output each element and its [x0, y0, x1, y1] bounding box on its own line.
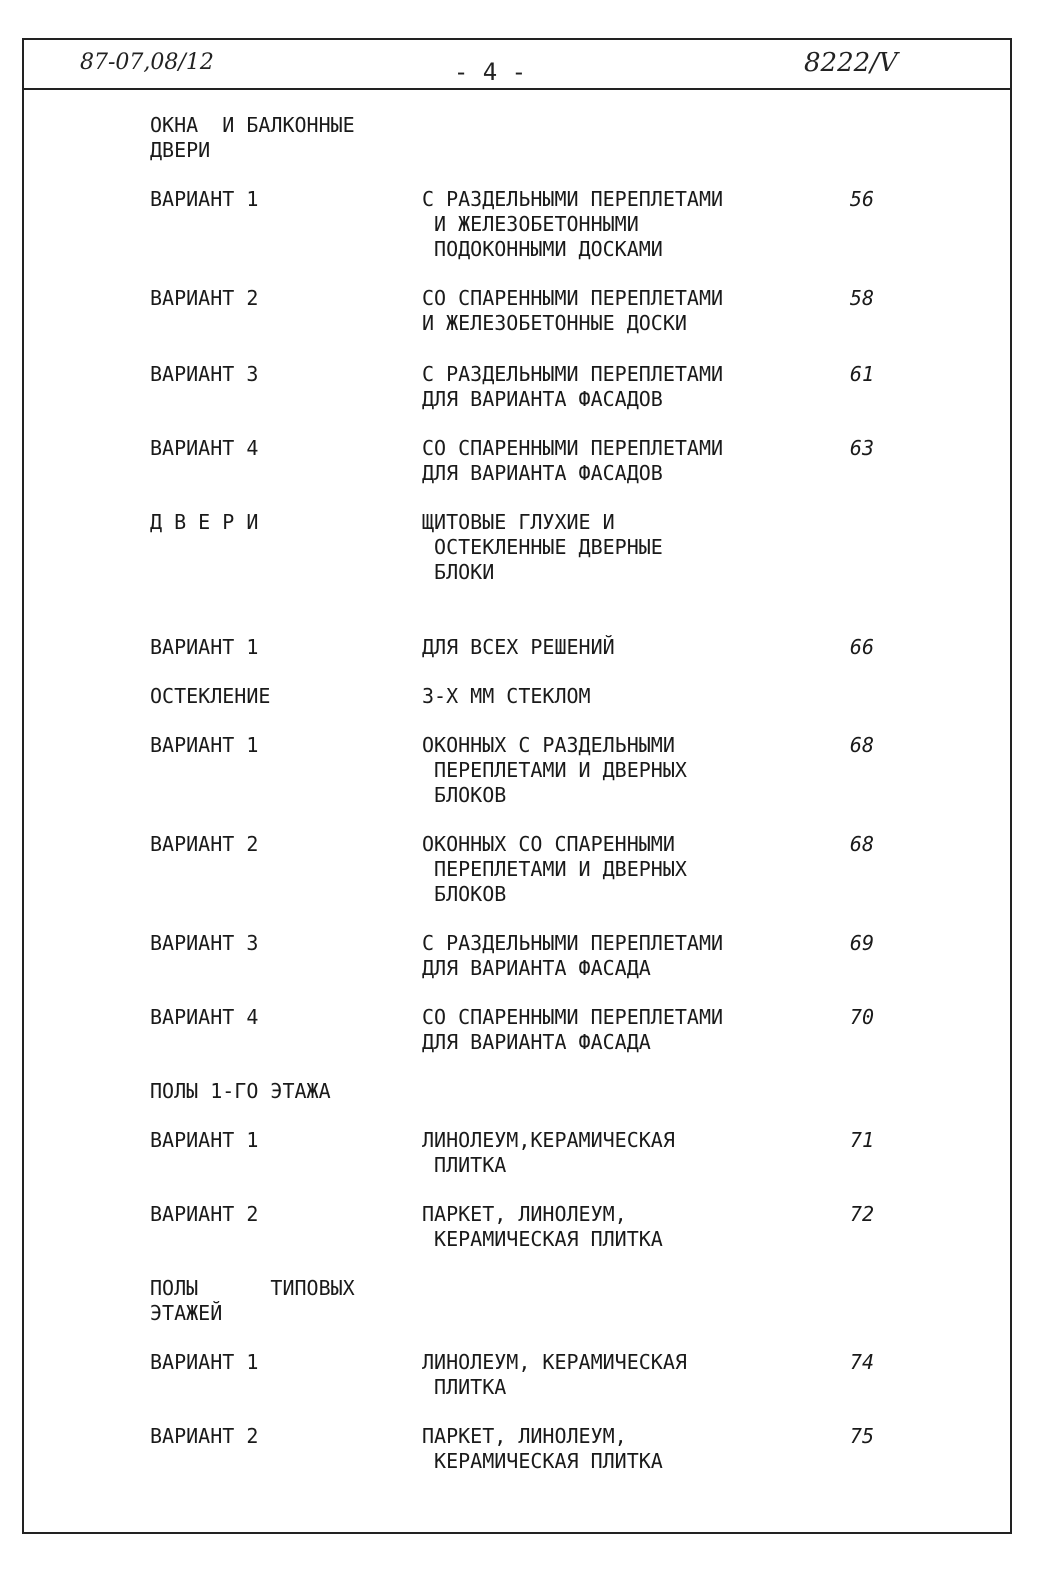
section-heading-line: ОКНА И БАЛКОННЫЕ — [150, 113, 355, 137]
toc-entry — [150, 1424, 890, 1474]
entry-description-line: ЛИНОЛЕУМ,КЕРАМИЧЕСКАЯ — [422, 1128, 675, 1152]
entry-description — [422, 832, 814, 907]
entry-label: Д В Е Р И — [150, 510, 259, 534]
entry-page-number: 69 — [849, 931, 874, 955]
toc-entry — [150, 1005, 890, 1055]
entry-description — [422, 635, 814, 660]
section-heading-line: ПОЛЫ ТИПОВЫХ — [150, 1276, 355, 1300]
entry-page-number: 71 — [849, 1128, 874, 1152]
toc-entry — [150, 635, 890, 660]
toc-entry — [150, 187, 890, 262]
entry-description — [422, 510, 814, 585]
document-code-left: 87-07,08/12 — [80, 50, 214, 75]
section-heading-line: ДВЕРИ — [150, 138, 211, 162]
entry-description-line: ДЛЯ ВАРИАНТА ФАСАДОВ — [422, 461, 663, 485]
entry-page-number: 75 — [849, 1424, 874, 1448]
entry-label: ВАРИАНТ 2 — [150, 832, 259, 856]
toc-entry — [150, 684, 890, 709]
section-heading — [150, 113, 890, 163]
entry-description-line: ПЛИТКА — [422, 1153, 507, 1177]
section-heading — [150, 1079, 890, 1104]
entry-description-line: С РАЗДЕЛЬНЫМИ ПЕРЕПЛЕТАМИ — [422, 931, 724, 955]
toc-entry — [150, 436, 890, 486]
entry-label: ВАРИАНТ 3 — [150, 362, 259, 386]
entry-description-line: БЛОКОВ — [422, 882, 507, 906]
entry-page-number: 58 — [849, 286, 874, 310]
entry-description-line: И ЖЕЛЕЗОБЕТОННЫЕ ДОСКИ — [422, 311, 687, 335]
entry-description — [422, 733, 814, 808]
toc-entry — [150, 286, 890, 336]
entry-description-line: С РАЗДЕЛЬНЫМИ ПЕРЕПЛЕТАМИ — [422, 362, 724, 386]
entry-label: ВАРИАНТ 4 — [150, 436, 259, 460]
section-heading — [150, 1276, 890, 1326]
entry-description — [422, 931, 814, 981]
entry-description-line: ПОДОКОННЫМИ ДОСКАМИ — [422, 237, 663, 261]
entry-page-number — [814, 684, 874, 709]
entry-description — [422, 362, 814, 412]
entry-description-line: ПЕРЕПЛЕТАМИ И ДВЕРНЫХ — [422, 758, 687, 782]
toc-entry — [150, 733, 890, 808]
entry-description — [422, 187, 814, 262]
entry-description-line: СО СПАРЕННЫМИ ПЕРЕПЛЕТАМИ — [422, 1005, 724, 1029]
entry-description-line: ДЛЯ ВАРИАНТА ФАСАДА — [422, 1030, 651, 1054]
entry-page-number: 74 — [849, 1350, 874, 1374]
entry-description-line: ДЛЯ ВСЕХ РЕШЕНИЙ — [422, 635, 615, 659]
entry-label: ВАРИАНТ 1 — [150, 1128, 259, 1152]
entry-label: ВАРИАНТ 4 — [150, 1005, 259, 1029]
header-divider — [22, 88, 1012, 90]
table-of-contents — [150, 113, 890, 1474]
entry-description — [422, 1350, 814, 1400]
toc-entry — [150, 510, 890, 585]
entry-description — [422, 1424, 814, 1474]
toc-entry — [150, 1128, 890, 1178]
toc-entry — [150, 1350, 890, 1400]
entry-label: ВАРИАНТ 2 — [150, 1424, 259, 1448]
toc-entry — [150, 931, 890, 981]
entry-label: ВАРИАНТ 2 — [150, 1202, 259, 1226]
entry-description-line: С РАЗДЕЛЬНЫМИ ПЕРЕПЛЕТАМИ — [422, 187, 724, 211]
entry-label: ВАРИАНТ 2 — [150, 286, 259, 310]
entry-page-number: 68 — [849, 733, 874, 757]
entry-label: ОСТЕКЛЕНИЕ — [150, 684, 271, 708]
entry-description-line: БЛОКОВ — [422, 783, 507, 807]
entry-page-number: 70 — [849, 1005, 874, 1029]
section-heading-line: ЭТАЖЕЙ — [150, 1301, 223, 1325]
entry-label: ВАРИАНТ 1 — [150, 733, 259, 757]
entry-page-number: 63 — [849, 436, 874, 460]
section-heading-line: ПОЛЫ 1-ГО ЭТАЖА — [150, 1079, 331, 1103]
entry-description — [422, 1005, 814, 1055]
entry-description-line: ЛИНОЛЕУМ, КЕРАМИЧЕСКАЯ — [422, 1350, 687, 1374]
entry-description-line: КЕРАМИЧЕСКАЯ ПЛИТКА — [422, 1227, 663, 1251]
entry-description — [422, 1128, 814, 1178]
entry-description-line: ПАРКЕТ, ЛИНОЛЕУМ, — [422, 1202, 627, 1226]
entry-label: ВАРИАНТ 1 — [150, 635, 259, 659]
entry-description-line: ДЛЯ ВАРИАНТА ФАСАДА — [422, 956, 651, 980]
entry-description-line: ДЛЯ ВАРИАНТА ФАСАДОВ — [422, 387, 663, 411]
entry-page-number: 56 — [849, 187, 874, 211]
entry-description-line: ОКОННЫХ С РАЗДЕЛЬНЫМИ — [422, 733, 675, 757]
toc-entry — [150, 362, 890, 412]
entry-description — [422, 684, 814, 709]
entry-page-number: 66 — [849, 635, 874, 659]
entry-page-number: 68 — [849, 832, 874, 856]
entry-description-line: ПЕРЕПЛЕТАМИ И ДВЕРНЫХ — [422, 857, 687, 881]
entry-description-line: ПАРКЕТ, ЛИНОЛЕУМ, — [422, 1424, 627, 1448]
entry-description-line: ЩИТОВЫЕ ГЛУХИЕ И — [422, 510, 615, 534]
entry-description-line: ПЛИТКА — [422, 1375, 507, 1399]
page-number: - 4 - — [453, 58, 527, 86]
entry-page-number — [814, 510, 874, 585]
entry-description-line: ОКОННЫХ СО СПАРЕННЫМИ — [422, 832, 675, 856]
entry-description-line: КЕРАМИЧЕСКАЯ ПЛИТКА — [422, 1449, 663, 1473]
entry-description-line: 3-Х ММ СТЕКЛОМ — [422, 684, 591, 708]
entry-description-line: СО СПАРЕННЫМИ ПЕРЕПЛЕТАМИ — [422, 436, 724, 460]
entry-description — [422, 1202, 814, 1252]
entry-description-line: И ЖЕЛЕЗОБЕТОННЫМИ — [422, 212, 639, 236]
entry-description — [422, 436, 814, 486]
document-code-right: 8222/V — [804, 48, 898, 78]
entry-label: ВАРИАНТ 3 — [150, 931, 259, 955]
entry-description-line: СО СПАРЕННЫМИ ПЕРЕПЛЕТАМИ — [422, 286, 724, 310]
entry-description-line: ОСТЕКЛЕННЫЕ ДВЕРНЫЕ — [422, 535, 663, 559]
entry-page-number: 72 — [849, 1202, 874, 1226]
entry-label: ВАРИАНТ 1 — [150, 1350, 259, 1374]
toc-entry — [150, 1202, 890, 1252]
entry-page-number: 61 — [849, 362, 874, 386]
entry-label: ВАРИАНТ 1 — [150, 187, 259, 211]
entry-description-line: БЛОКИ — [422, 560, 495, 584]
entry-description — [422, 286, 814, 336]
toc-entry — [150, 832, 890, 907]
